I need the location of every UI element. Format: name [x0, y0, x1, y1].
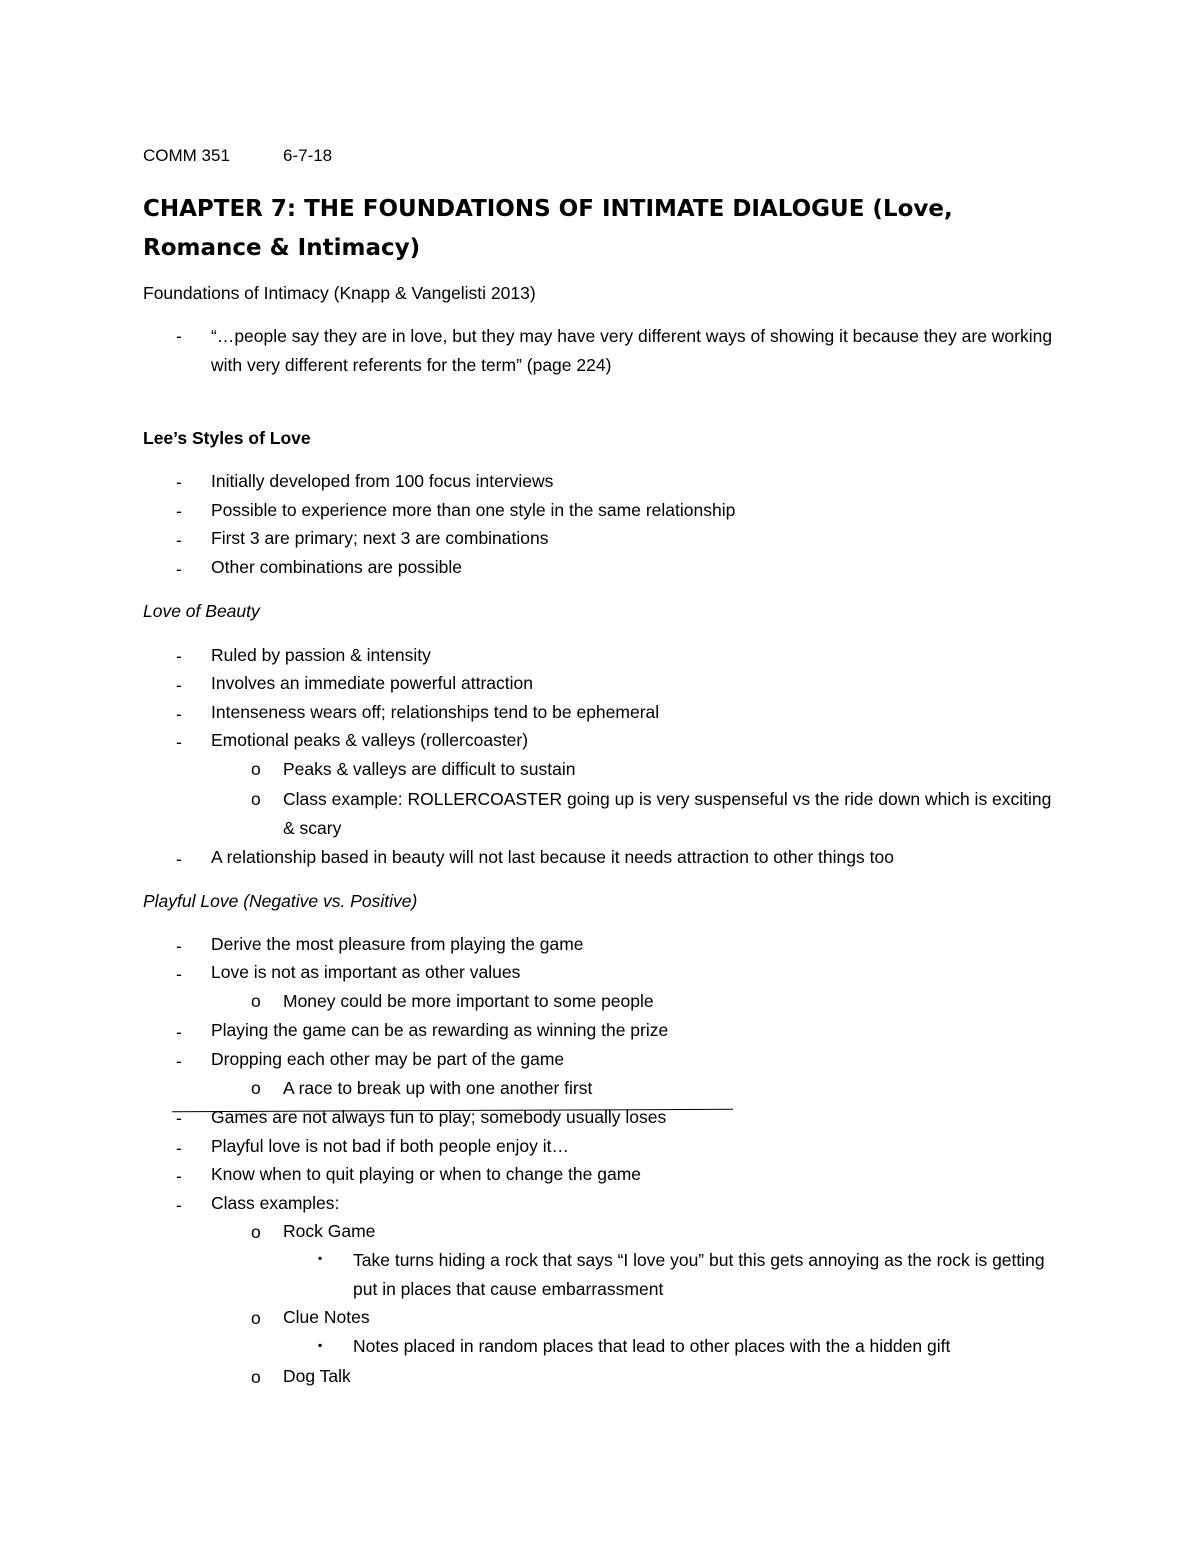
list-item: Ruled by passion & intensity	[211, 645, 431, 665]
dash-bullet: -	[176, 559, 182, 579]
sub-list-item: A race to break up with one another first	[283, 1078, 593, 1098]
section-heading-playful: Playful Love (Negative vs. Positive)	[143, 891, 418, 911]
list-item: Dropping each other may be part of the game	[211, 1049, 565, 1069]
dash-bullet: -	[176, 675, 182, 695]
document-header	[143, 146, 333, 166]
dash-bullet: -	[176, 704, 182, 724]
sub-sub-list-item: Take turns hiding a rock that says “I love you” but this gets annoying as the rock is getting put in places that cause embarrassment	[353, 1250, 1045, 1299]
dash-bullet: -	[176, 646, 182, 666]
list-item: Playful love is not bad if both people enjoy it…	[211, 1136, 569, 1156]
dash-bullet: -	[176, 1022, 182, 1042]
section-heading-beauty: Love of Beauty	[143, 601, 260, 621]
list-item: Possible to experience more than one style in the same relationship	[211, 500, 736, 520]
list-item: Intenseness wears off; relationships tend to be ephemeral	[211, 702, 660, 722]
sub-list-item: Class example: ROLLERCOASTER going up is very suspenseful vs the ride down which is exciting & scary	[283, 789, 1052, 838]
circle-bullet: o	[251, 789, 261, 809]
dash-bullet: -	[176, 1166, 182, 1186]
dash-bullet: -	[176, 732, 182, 752]
list-item: Initially developed from 100 focus interviews	[211, 471, 554, 491]
sub-list-item: Clue Notes	[283, 1307, 370, 1327]
dash-bullet: -	[176, 1108, 182, 1128]
circle-bullet: o	[251, 759, 261, 779]
chapter-title: CHAPTER 7: THE FOUNDATIONS OF INTIMATE DIALOGUE (Love, Romance & Intimacy)	[143, 196, 953, 261]
dash-bullet: -	[176, 1051, 182, 1071]
list-item: Other combinations are possible	[211, 557, 462, 577]
list-item: Derive the most pleasure from playing the game	[211, 934, 584, 954]
note-date: 6-7-18	[283, 146, 333, 165]
square-bullet: ▪	[318, 1251, 323, 1265]
circle-bullet: o	[251, 991, 261, 1011]
list-item-struck: Games are not always fun to play; somebody usually loses	[211, 1107, 667, 1127]
dash-bullet: -	[176, 472, 182, 492]
list-item: Know when to quit playing or when to change the game	[211, 1164, 642, 1184]
list-item: Emotional peaks & valleys (rollercoaster)	[211, 730, 529, 750]
circle-bullet: o	[251, 1308, 261, 1328]
quote-text: “…people say they are in love, but they may have very different ways of showing it because they are working with very different referents for the term” (page 224)	[211, 326, 1053, 375]
sub-list-item: Peaks & valleys are difficult to sustain	[283, 759, 576, 779]
list-item: Playing the game can be as rewarding as winning the prize	[211, 1020, 669, 1040]
dash-bullet: -	[176, 326, 182, 346]
list-item: Involves an immediate powerful attraction	[211, 673, 533, 693]
dash-bullet: -	[176, 530, 182, 550]
circle-bullet: o	[251, 1078, 261, 1098]
section-heading-lee: Lee’s Styles of Love	[143, 428, 311, 448]
dash-bullet: -	[176, 964, 182, 984]
list-item: Love is not as important as other values	[211, 962, 521, 982]
dash-bullet: -	[176, 849, 182, 869]
square-bullet: ▪	[318, 1338, 323, 1352]
sub-list-item: Money could be more important to some people	[283, 991, 654, 1011]
course-code: COMM 351	[143, 146, 230, 165]
dash-bullet: -	[176, 1138, 182, 1158]
list-item: First 3 are primary; next 3 are combinations	[211, 528, 549, 548]
list-item: A relationship based in beauty will not last because it needs attraction to other things too	[211, 847, 894, 867]
section-heading-foundations: Foundations of Intimacy (Knapp & Vangelisti 2013)	[143, 283, 536, 303]
circle-bullet: o	[251, 1367, 261, 1387]
sub-list-item: Dog Talk	[283, 1366, 351, 1386]
dash-bullet: -	[176, 501, 182, 521]
dash-bullet: -	[176, 936, 182, 956]
list-item: Class examples:	[211, 1193, 340, 1213]
dash-bullet: -	[176, 1195, 182, 1215]
circle-bullet: o	[251, 1222, 261, 1242]
sub-list-item: Rock Game	[283, 1221, 376, 1241]
sub-sub-list-item: Notes placed in random places that lead to other places with the a hidden gift	[353, 1336, 951, 1356]
